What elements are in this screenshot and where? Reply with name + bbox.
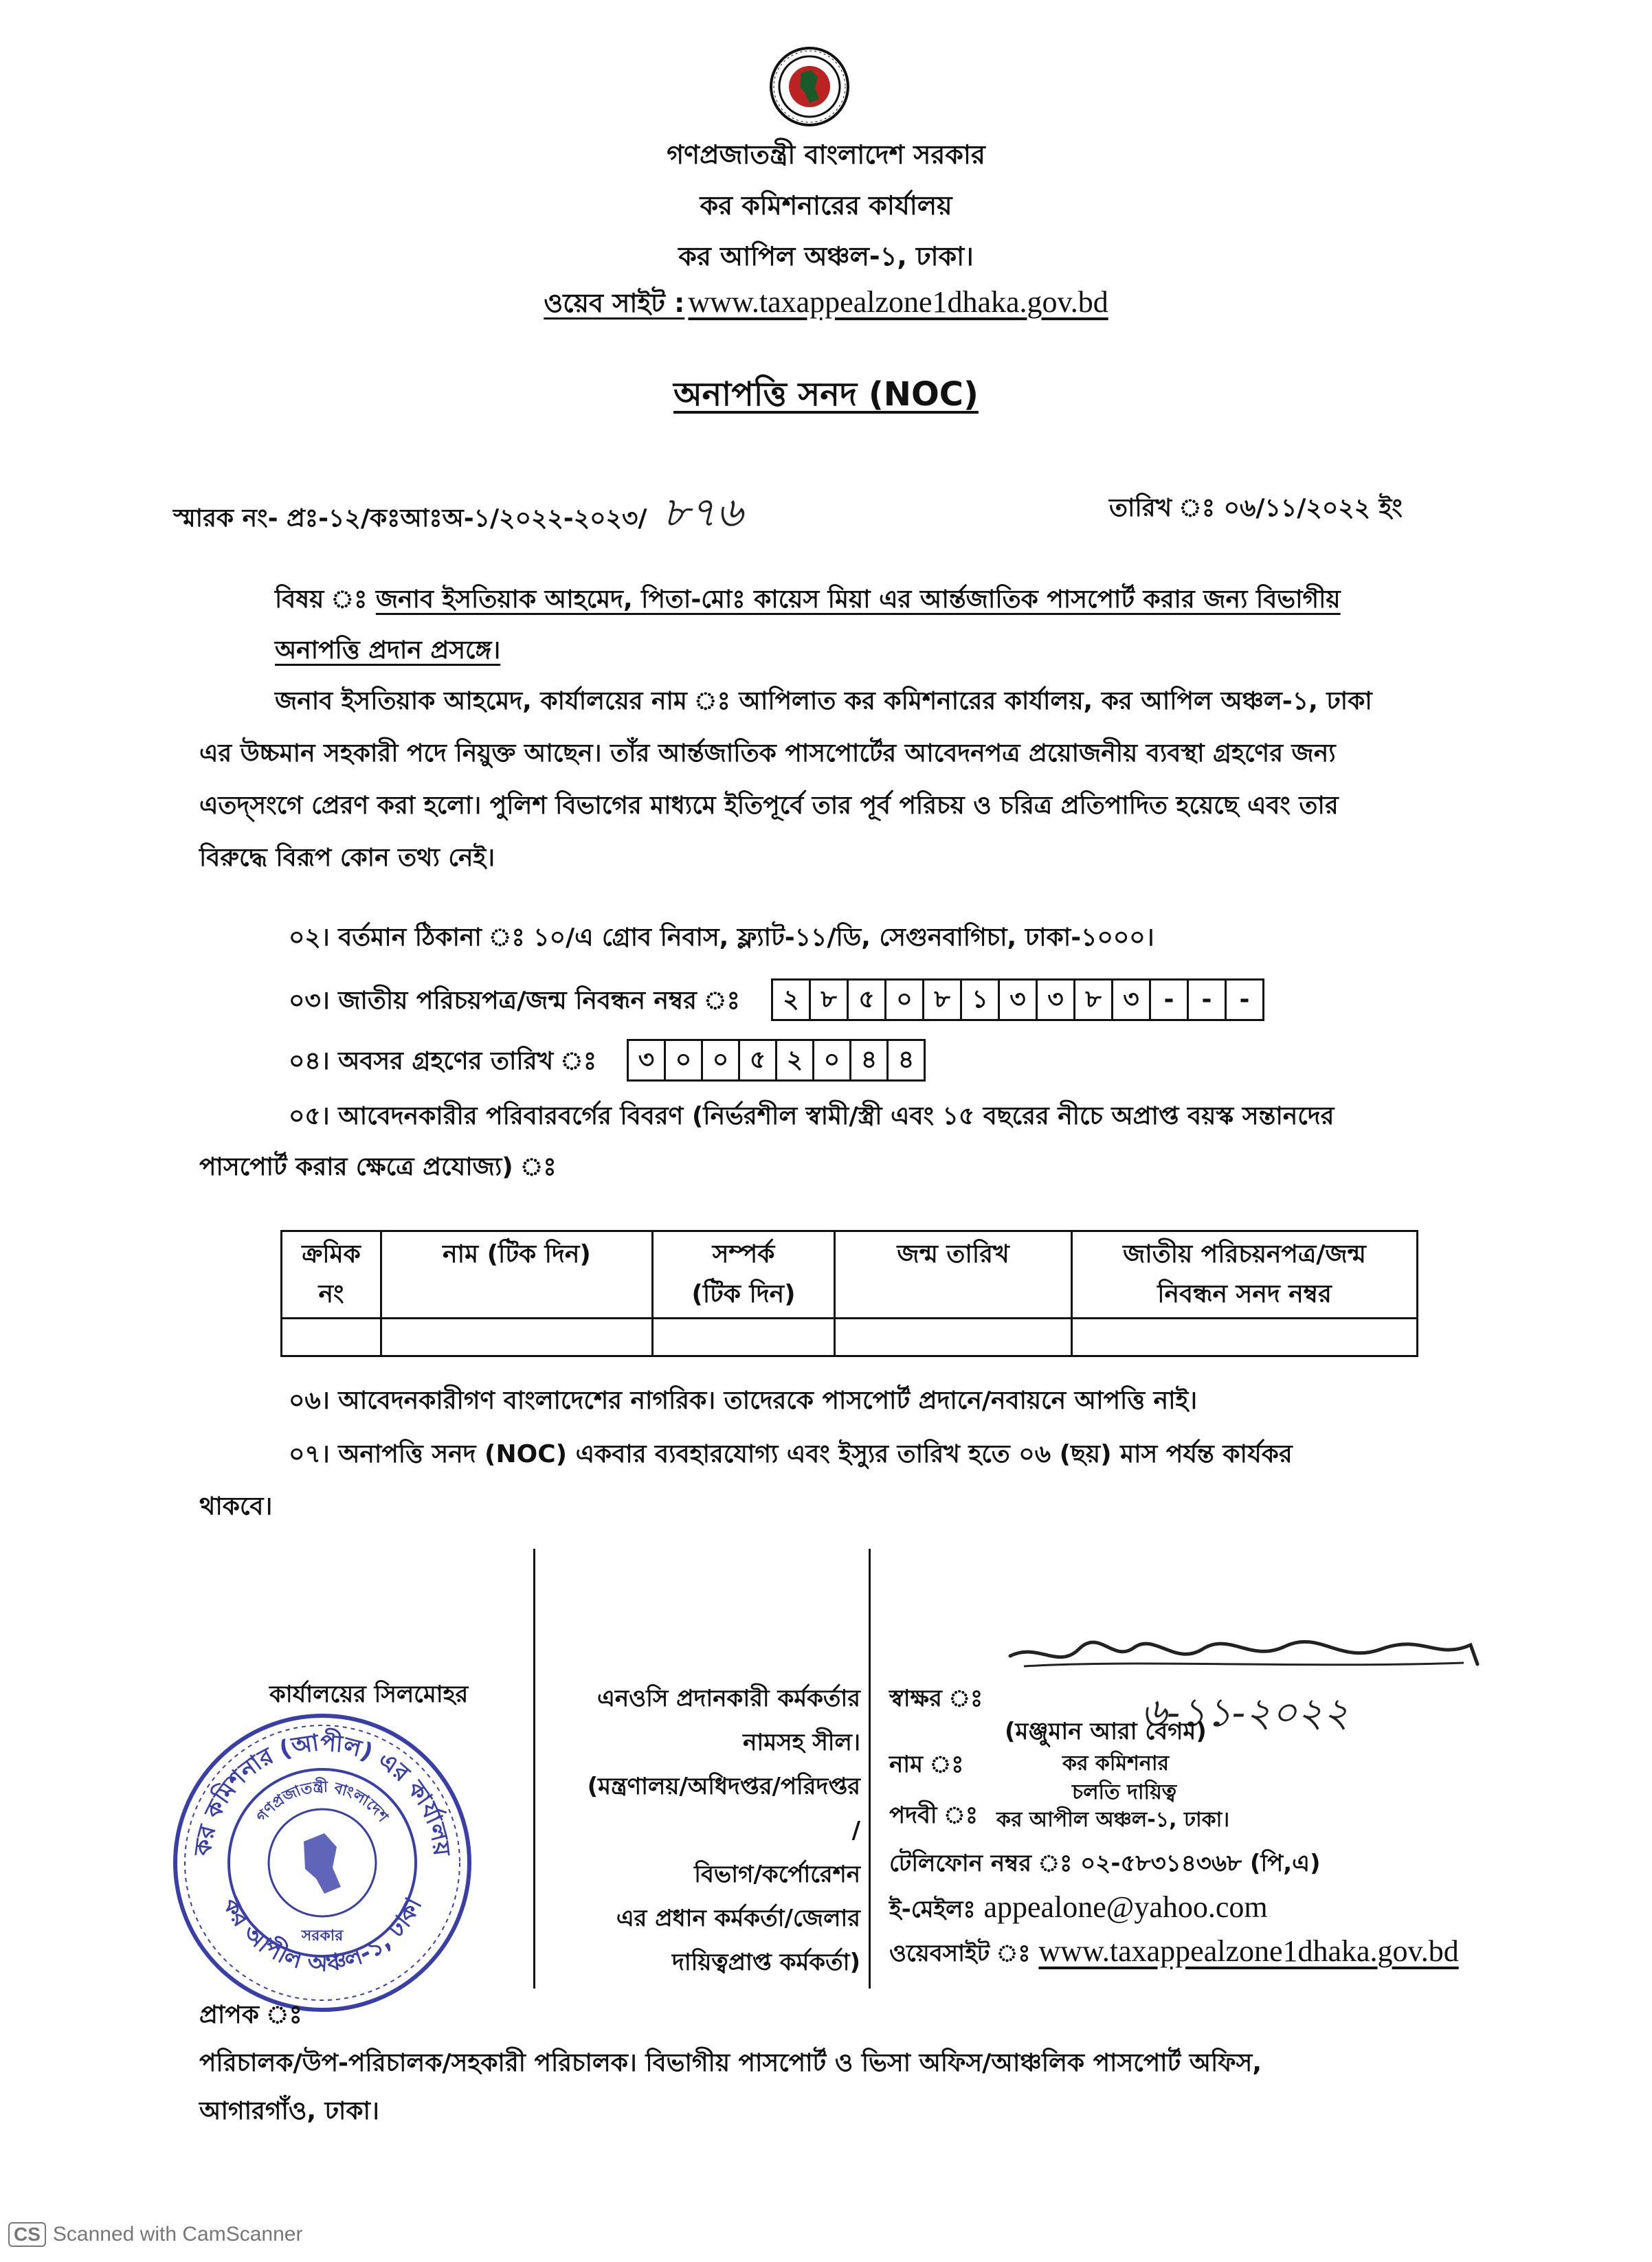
subject-text-2: অনাপত্তি প্রদান প্রসঙ্গে। bbox=[275, 636, 501, 664]
website-link[interactable]: www.taxappealzone1dhaka.gov.bd bbox=[688, 285, 1108, 319]
digit-box: ৩ bbox=[629, 1041, 666, 1079]
cell-empty bbox=[835, 1319, 1072, 1356]
digit-box: ২ bbox=[773, 981, 811, 1019]
website-row-link[interactable]: www.taxappealzone1dhaka.gov.bd bbox=[1038, 1934, 1459, 1968]
camscanner-logo: CS bbox=[8, 2222, 46, 2247]
digit-box: ৮ bbox=[1075, 981, 1113, 1019]
scanner-footer bbox=[8, 2222, 302, 2247]
phone: টেলিফোন নম্বর ঃ ০২-৫৮৩১৪৩৬৮ (পি,এ) bbox=[889, 1850, 1321, 1877]
name-label: নাম ঃ bbox=[889, 1751, 964, 1778]
email-link[interactable]: appealone@yahoo.com bbox=[983, 1890, 1268, 1924]
digit-box: ৩ bbox=[1038, 981, 1075, 1019]
paragraph-line-1: জনাব ইসতিয়াক আহমেদ, কার্যালয়ের নাম ঃ আপিলাত কর কমিশনারের কার্যালয়, কর আপিল অঞ্চল-১, ঢাকা bbox=[275, 687, 1372, 715]
government-emblem bbox=[768, 45, 851, 128]
item-retirement-label: ০৪। অবসর গ্রহণের তারিখ ঃ bbox=[289, 1047, 597, 1075]
paragraph-line-2: এর উচ্চমান সহকারী পদে নিয়ুক্ত আছেন। তাঁর আর্ন্তজাতিক পাসপোর্টের আবেদনপত্র প্রয়োজনীয় ব্যবস্থা গ্রহণের জন্য bbox=[199, 739, 1336, 768]
seal-label: কার্যালয়ের সিলমোহর bbox=[269, 1681, 469, 1708]
post-value: কর আপীল অঞ্চল-১, ঢাকা। bbox=[996, 1808, 1230, 1832]
recipient-line-1: পরিচালক/উপ-পরিচালক/সহকারী পরিচালক। বিভাগীয় পাসপোর্ট ও ভিসা অফিস/আঞ্চলিক পাসপোর্ট অফিস, bbox=[199, 2049, 1262, 2077]
digit-box: ০ bbox=[703, 1041, 740, 1079]
table-row bbox=[282, 1319, 1418, 1356]
digit-box: ৫ bbox=[740, 1041, 777, 1079]
col-name: নাম (টিক দিন) bbox=[381, 1231, 653, 1319]
memo-ref-handwritten: ৮৭৬ bbox=[662, 489, 744, 537]
post-label: পদবী ঃ bbox=[889, 1802, 978, 1829]
header-zone: কর আপিল অঞ্চল-১, ঢাকা। bbox=[678, 241, 974, 271]
page-title: অনাপত্তি সনদ (NOC) bbox=[673, 375, 979, 414]
officer-line: (মন্ত্রণালয়/অধিদপ্তর/পরিদপ্তর bbox=[587, 1773, 860, 1800]
officer-name: (মঞ্জুমান আরা বেগম) bbox=[1005, 1718, 1207, 1745]
memo-ref-text: স্মারক নং- প্রঃ-১২/কঃআঃঅ-১/২০২২-২০২৩/ bbox=[173, 504, 647, 533]
digit-box: - bbox=[1151, 981, 1189, 1019]
cell-empty bbox=[381, 1319, 653, 1356]
divider-right bbox=[869, 1549, 871, 1989]
nid-boxes bbox=[771, 978, 1264, 1021]
digit-box: ৮ bbox=[811, 981, 849, 1019]
digit-box: ০ bbox=[886, 981, 924, 1019]
officer-line: এর প্রধান কর্মকর্তা/জেলার bbox=[616, 1905, 860, 1932]
subject-label: বিষয় ঃ bbox=[275, 585, 368, 614]
item-nid-label: ০৩। জাতীয় পরিচয়পত্র/জন্ম নিবন্ধন নম্বর ঃ bbox=[289, 987, 740, 1015]
digit-box: ৪ bbox=[851, 1041, 889, 1079]
item-family-line-2: পাসপোর্ট করার ক্ষেত্রে প্রযোজ্য) ঃ bbox=[199, 1153, 557, 1181]
seal-text-outer: কর কমিশনার (আপীল) এর কার্যালয় bbox=[189, 1729, 456, 1857]
recipient-label: প্রাপক ঃ bbox=[199, 2001, 302, 2029]
divider-left bbox=[533, 1549, 535, 1989]
memo-ref bbox=[173, 481, 743, 550]
email-label: ই-মেইলঃ bbox=[889, 1896, 976, 1923]
digit-box: ৩ bbox=[1000, 981, 1038, 1019]
paragraph-line-3: এতদ্সংগে প্রেরণ করা হলো। পুলিশ বিভাগের মাধ্যমে ইতিপূর্বে তার পূর্ব পরিচয় ও চরিত্র প্রতিপাদিত হয়েছে এবং তার bbox=[199, 792, 1339, 820]
website-label: ওয়েব সাইট : bbox=[544, 288, 685, 318]
family-table-header bbox=[282, 1231, 1418, 1319]
designation-1: কর কমিশনার bbox=[1062, 1751, 1170, 1776]
website-row-label: ওয়েবসাইট ঃ bbox=[889, 1940, 1031, 1967]
subject bbox=[275, 574, 1341, 676]
subject-text-1: জনাব ইসতিয়াক আহমেদ, পিতা-মোঃ কায়েস মিয়া এর আর্ন্তজাতিক পাসপোর্ট করার জন্য বিভাগীয় bbox=[375, 585, 1341, 614]
digit-box: ৫ bbox=[849, 981, 886, 1019]
officer-line: / bbox=[851, 1817, 860, 1844]
col-dob: জন্ম তারিখ bbox=[835, 1231, 1072, 1319]
header-office: কর কমিশনারের কার্যালয় bbox=[700, 190, 952, 221]
digit-box: - bbox=[1239, 985, 1250, 1014]
digit-box: ৮ bbox=[924, 981, 962, 1019]
col-nid: জাতীয় পরিচয়নপত্র/জন্ম নিবন্ধন সনদ নম্বর bbox=[1072, 1231, 1418, 1319]
officer-line: দায়িত্বপ্রাপ্ত কর্মকর্তা) bbox=[671, 1949, 860, 1976]
cell-empty bbox=[282, 1319, 381, 1356]
digit-box: ০ bbox=[814, 1041, 851, 1079]
officer-line: বিভাগ/কর্পোরেশন bbox=[694, 1861, 860, 1888]
col-serial: ক্রমিক নং bbox=[282, 1231, 381, 1319]
email-row bbox=[889, 1885, 1268, 1931]
memo-date: তারিখ ঃ ০৬/১১/২০২২ ইং bbox=[1109, 494, 1403, 522]
item-family-line-1: ০৫। আবেদনকারীর পরিবারবর্গের বিবরণ (নির্ভরশীল স্বামী/স্ত্রী এবং ১৫ বছরের নীচে অপ্রাপ্ত বয়স্ক সন্তানদের bbox=[289, 1102, 1335, 1130]
seal-text-inner: গণপ্রজাতন্ত্রী বাংলাদেশ bbox=[253, 1778, 392, 1826]
seal-text-bottom: কর আপীল অঞ্চল-১, ঢাকা bbox=[216, 1893, 428, 1978]
designation-2: চলতি দায়িত্ব bbox=[1072, 1780, 1177, 1804]
item-citizenship: ০৬। আবেদনকারীগণ বাংলাদেশের নাগরিক। তাদেরকে পাসপোর্ট প্রদানে/নবায়নে আপত্তি নাই। bbox=[289, 1387, 1198, 1415]
website-row bbox=[889, 1929, 1459, 1975]
digit-box: ৩ bbox=[1113, 981, 1151, 1019]
header-govt: গণপ্রজাতন্ত্রী বাংলাদেশ সরকার bbox=[667, 139, 985, 170]
paragraph-line-4: বিরুদ্ধে বিরূপ কোন তথ্য নেই। bbox=[199, 844, 495, 872]
office-seal bbox=[169, 1710, 476, 2016]
digit-box: ২ bbox=[777, 1041, 814, 1079]
scanner-text: Scanned with CamScanner bbox=[52, 2223, 303, 2246]
col-relation: সম্পর্ক (টিক দিন) bbox=[653, 1231, 835, 1319]
item-validity-line-1: ০৭। অনাপত্তি সনদ (NOC) একবার ব্যবহারযোগ্য এবং ইস্যুর তারিখ হতে ০৬ (ছয়) মাস পর্যন্ত কার্যকর bbox=[289, 1440, 1293, 1468]
officer-line: এনওসি প্রদানকারী কর্মকর্তার bbox=[596, 1685, 860, 1712]
family-table bbox=[280, 1230, 1418, 1357]
signature-label: স্বাক্ষর ঃ bbox=[889, 1685, 983, 1712]
seal-text-center: সরকার bbox=[301, 1927, 344, 1945]
item-address: ০২। বর্তমান ঠিকানা ঃ ১০/এ গ্রোব নিবাস, ফ্ল্যাট-১১/ডি, সেগুনবাগিচা, ঢাকা-১০০০। bbox=[289, 923, 1154, 952]
retirement-boxes bbox=[627, 1039, 926, 1082]
officer-line: নামসহ সীল। bbox=[743, 1729, 860, 1756]
signature-date: ৬-১১-২০২২ bbox=[1141, 1689, 1350, 1736]
digit-box: ৪ bbox=[897, 1046, 915, 1074]
item-validity-line-2: থাকবে। bbox=[199, 1492, 273, 1521]
cell-empty bbox=[1072, 1319, 1418, 1356]
digit-box: - bbox=[1189, 981, 1227, 1019]
cell-empty bbox=[653, 1319, 835, 1356]
digit-box: ১ bbox=[962, 981, 1000, 1019]
officer-info bbox=[537, 1677, 860, 1984]
recipient-line-2: আগারগাঁও, ঢাকা। bbox=[199, 2097, 379, 2125]
header-website bbox=[0, 283, 1652, 327]
digit-box: ০ bbox=[666, 1041, 703, 1079]
